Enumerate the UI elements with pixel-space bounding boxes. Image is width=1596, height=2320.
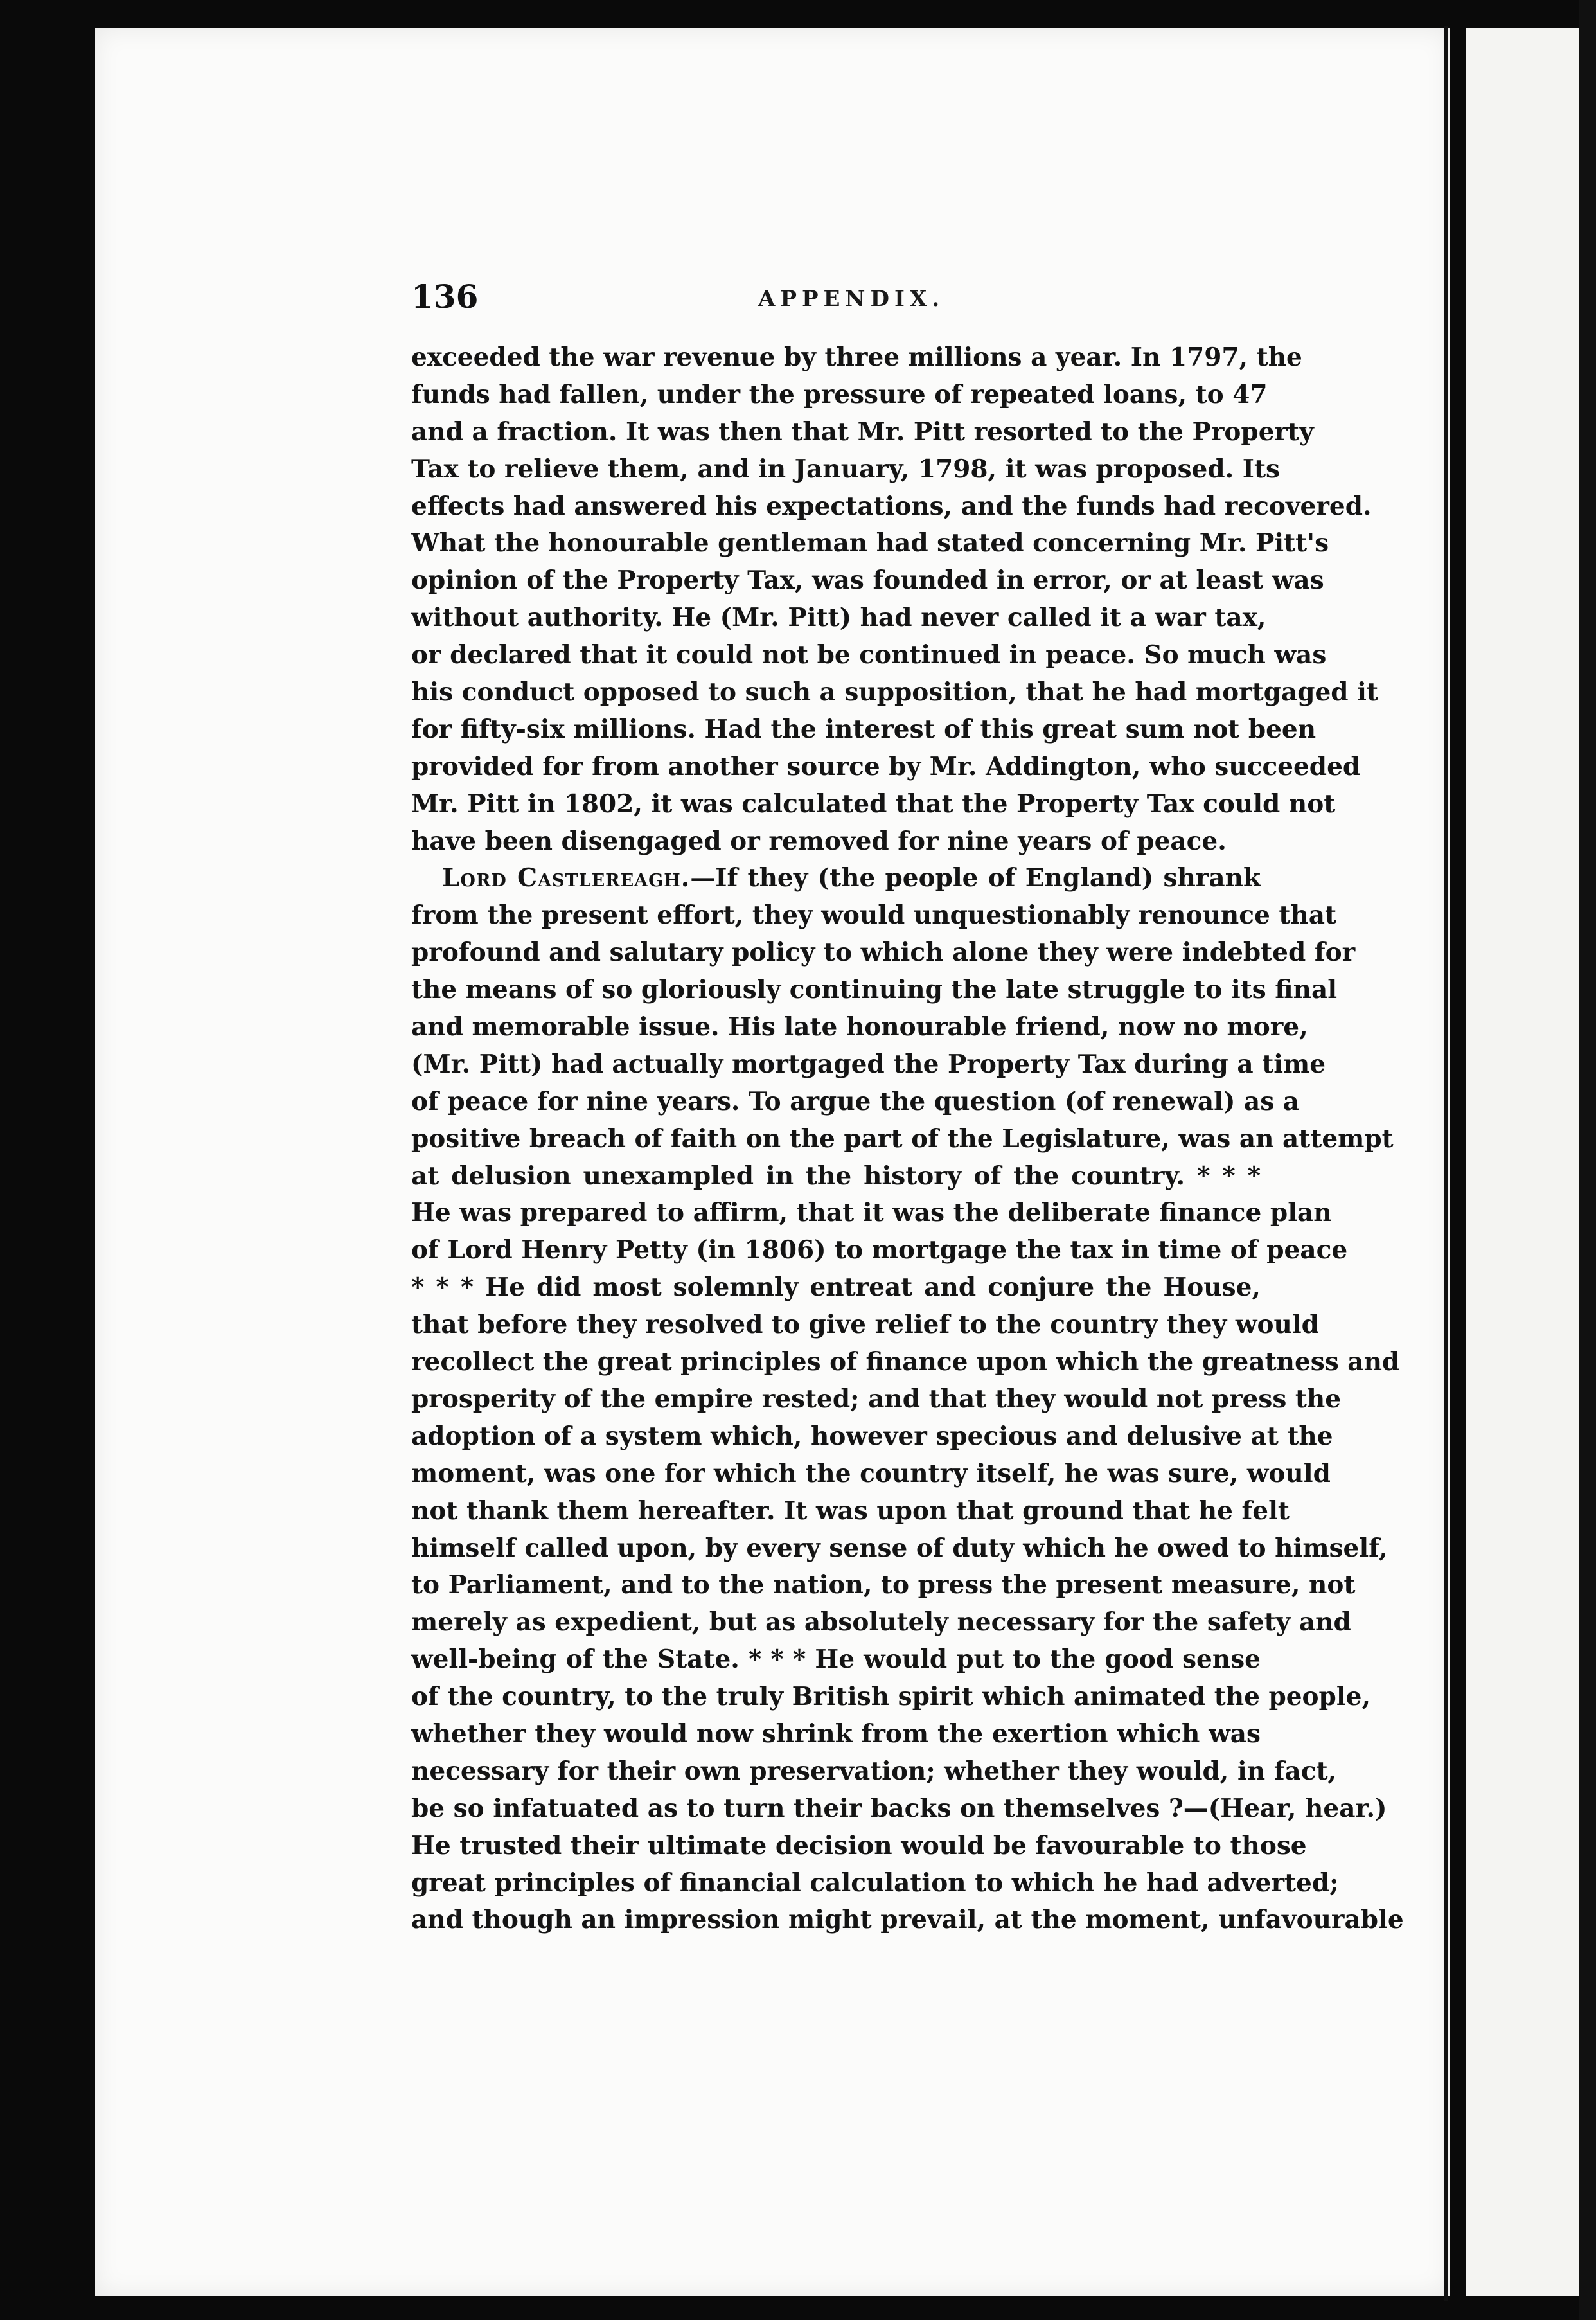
text-line: * * * He did most solemnly entreat and conjure the House, bbox=[411, 1272, 1261, 1303]
text-line: recollect the great principles of finance upon which the greatness and bbox=[411, 1347, 1400, 1377]
scan-border-right bbox=[1579, 0, 1596, 2320]
page-body bbox=[411, 339, 1404, 1939]
text-line: effects had answered his expectations, and the funds had recovered. bbox=[411, 491, 1372, 521]
text-line: profound and salutary policy to which alone they were indebted for bbox=[411, 938, 1356, 968]
text-line: What the honourable gentleman had stated concerning Mr. Pitt's bbox=[411, 528, 1329, 558]
text-line: great principles of financial calculation to which he had adverted; bbox=[411, 1868, 1339, 1898]
text-line: and memorable issue. His late honourable friend, now no more, bbox=[411, 1012, 1308, 1042]
speaker-name: Lord Castlereagh. bbox=[442, 863, 691, 893]
text-line: without authority. He (Mr. Pitt) had never called it a war tax, bbox=[411, 603, 1266, 633]
text-line: not thank them hereafter. It was upon that ground that he felt bbox=[411, 1495, 1290, 1526]
text-line: of Lord Henry Petty (in 1806) to mortgage the tax in time of peace bbox=[411, 1235, 1348, 1265]
text-line: whether they would now shrink from the exertion which was bbox=[411, 1718, 1261, 1749]
text-line: well-being of the State. * * * He would put to the good sense bbox=[411, 1645, 1261, 1675]
text-line: Mr. Pitt in 1802, it was calculated that the Property Tax could not bbox=[411, 789, 1336, 819]
text-line: Tax to relieve them, and in January, 1798, it was proposed. Its bbox=[411, 454, 1281, 484]
text-line: He was prepared to affirm, that it was the deliberate finance plan bbox=[411, 1198, 1332, 1228]
text-line: funds had fallen, under the pressure of repeated loans, to 47 bbox=[411, 379, 1268, 409]
text-line: at delusion unexampled in the history of the country. * * * bbox=[411, 1161, 1261, 1191]
text-line: to Parliament, and to the nation, to press the present measure, not bbox=[411, 1570, 1356, 1600]
text-line: for fifty-six millions. Had the interest of this great sum not been bbox=[411, 714, 1317, 744]
text-line: moment, was one for which the country itself, he was sure, would bbox=[411, 1458, 1331, 1488]
adjacent-page-edge bbox=[1466, 28, 1596, 2296]
speech-first-line bbox=[411, 860, 1261, 897]
text-line: from the present effort, they would unquestionably renounce that bbox=[411, 900, 1336, 931]
text-line: prosperity of the empire rested; and that they would not press the bbox=[411, 1384, 1342, 1414]
text-line: provided for from another source by Mr. Addington, who succeeded bbox=[411, 751, 1361, 781]
text-line: of peace for nine years. To argue the question (of renewal) as a bbox=[411, 1086, 1300, 1116]
text-line: his conduct opposed to such a supposition, that he had mortgaged it bbox=[411, 677, 1378, 708]
running-head: APPENDIX. bbox=[758, 286, 945, 312]
text-line: or declared that it could not be continued in peace. So much was bbox=[411, 640, 1327, 670]
text-line: be so infatuated as to turn their backs on themselves ?—(Hear, hear.) bbox=[411, 1793, 1387, 1823]
text-line: merely as expedient, but as absolutely necessary for the safety and bbox=[411, 1607, 1351, 1637]
page-gutter bbox=[1444, 26, 1448, 2301]
text-line: the means of so gloriously continuing the late struggle to its final bbox=[411, 975, 1338, 1005]
text-line: himself called upon, by every sense of duty which he owed to himself, bbox=[411, 1533, 1388, 1563]
text-line: exceeded the war revenue by three millions a year. In 1797, the bbox=[411, 343, 1302, 372]
page-header bbox=[411, 278, 1261, 323]
text-line: that before they resolved to give relief to the country they would bbox=[411, 1310, 1319, 1340]
text-line: and a fraction. It was then that Mr. Pitt resorted to the Property bbox=[411, 416, 1314, 447]
text-line: of the country, to the truly British spirit which animated the people, bbox=[411, 1682, 1371, 1712]
text-line: necessary for their own preservation; whether they would, in fact, bbox=[411, 1756, 1337, 1786]
text-line: positive breach of faith on the part of the Legislature, was an attempt bbox=[411, 1123, 1394, 1154]
speech-opening: —If they (the people of England) shrank bbox=[690, 863, 1261, 893]
page-number: 136 bbox=[411, 278, 479, 316]
text-line: and though an impression might prevail, at the moment, unfavourable bbox=[411, 1905, 1404, 1935]
text-line: have been disengaged or removed for nine years of peace. bbox=[411, 826, 1227, 856]
text-line: adoption of a system which, however specious and delusive at the bbox=[411, 1421, 1333, 1451]
text-line: opinion of the Property Tax, was founded in error, or at least was bbox=[411, 566, 1324, 596]
text-line: He trusted their ultimate decision would be favourable to those bbox=[411, 1830, 1307, 1860]
text-line: (Mr. Pitt) had actually mortgaged the Property Tax during a time bbox=[411, 1049, 1326, 1079]
